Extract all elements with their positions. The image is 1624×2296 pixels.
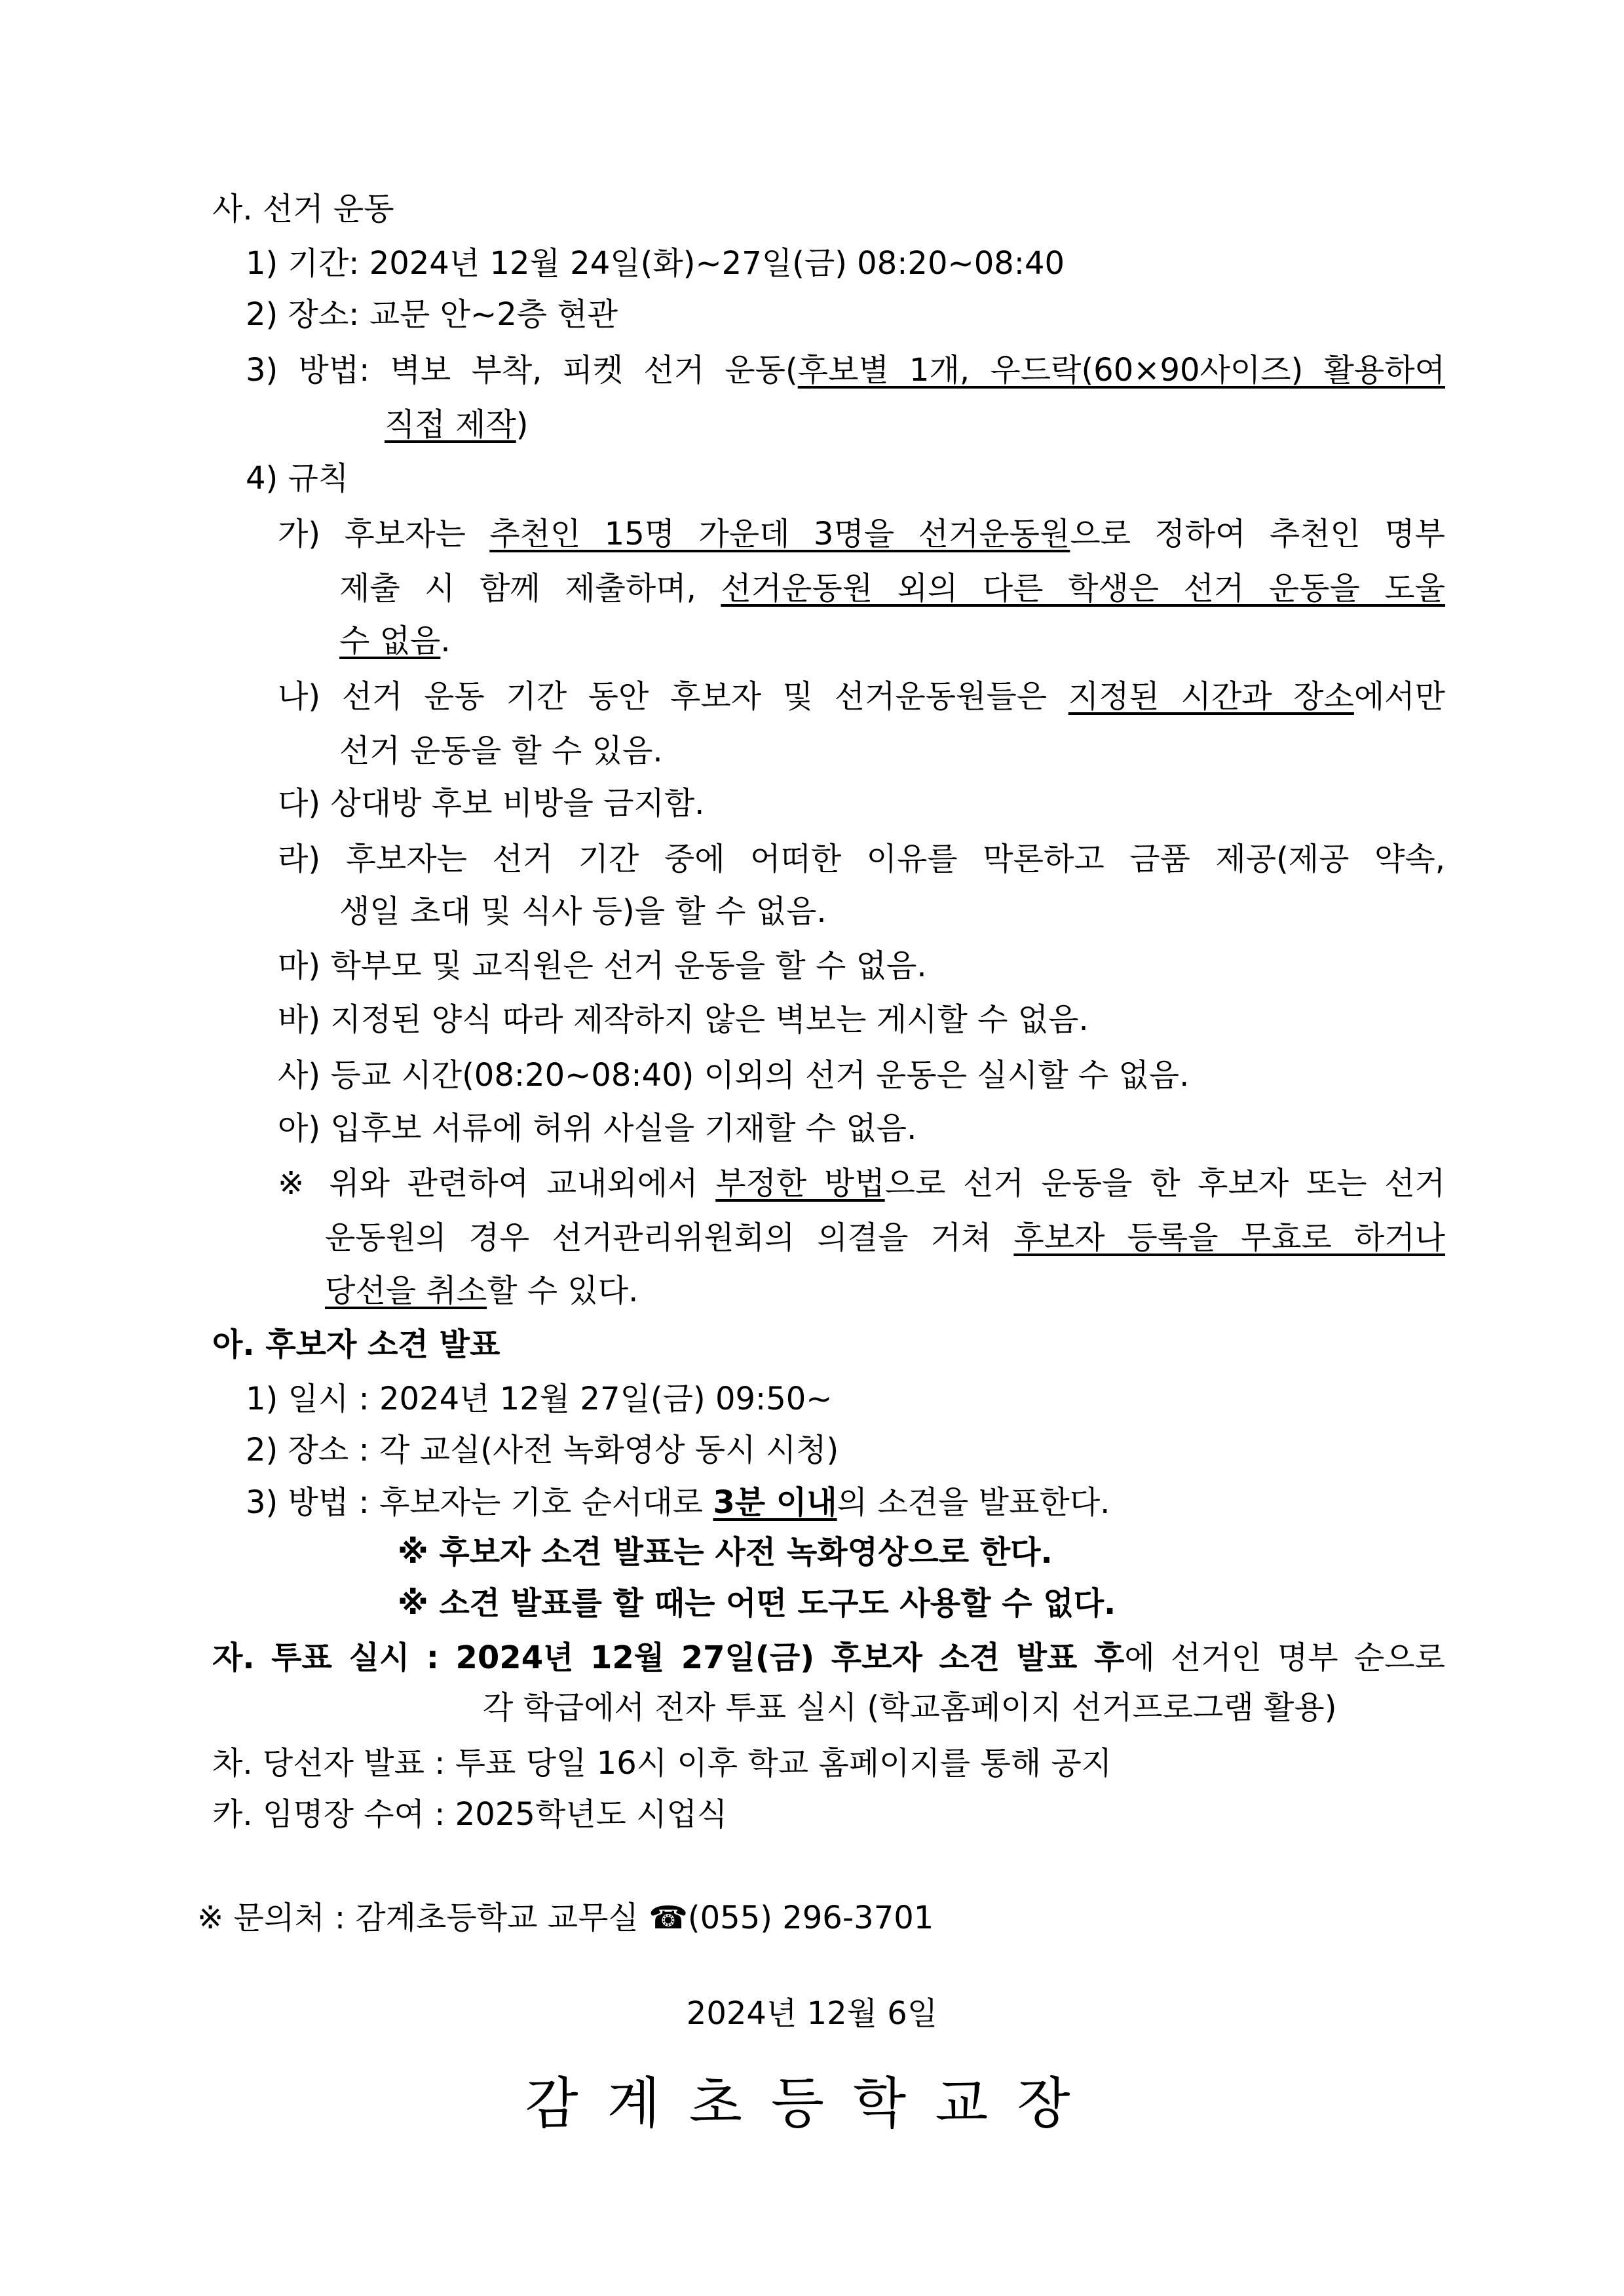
text-segment: 으로 선거 운동을 한 후보자 또는 선거 bbox=[884, 1165, 1445, 1202]
contact-info bbox=[197, 1892, 1445, 1944]
text-segment: 1) 일시 : 2024년 12월 27일(금) 09:50~ bbox=[246, 1381, 833, 1417]
text-segment: 카. 임명장 수여 : 2025학년도 시업식 bbox=[212, 1796, 728, 1833]
text-line bbox=[212, 1318, 1445, 1371]
text-line bbox=[398, 1577, 1445, 1630]
text-line bbox=[483, 1681, 1445, 1734]
text-line bbox=[246, 1476, 1445, 1529]
text-segment: 2) 장소: 교문 안~2층 현관 bbox=[246, 296, 618, 333]
school-principal-signature: 감계초등학교장 bbox=[525, 2071, 1099, 2135]
text-segment: . bbox=[440, 622, 451, 659]
text-segment: 아. 후보자 소견 발표 bbox=[212, 1326, 500, 1363]
text-segment: 바) 지정된 양식 따라 제작하지 않은 벽보는 게시할 수 없음. bbox=[278, 1001, 1089, 1038]
text-segment: 1) 기간: 2024년 12월 24일(화)~27일(금) 08:20~08:40 bbox=[246, 245, 1065, 282]
text-segment: 운동원의 경우 선거관리위원회의 의결을 거쳐 bbox=[325, 1219, 1014, 1256]
text-line bbox=[339, 615, 1445, 667]
underlined-text: 3분 이내 bbox=[713, 1484, 837, 1521]
text-segment: 마) 학부모 및 교직원은 선거 운동을 할 수 없음. bbox=[278, 947, 927, 984]
text-line bbox=[325, 1212, 1445, 1264]
text-line bbox=[339, 885, 1445, 938]
text-segment: ) bbox=[516, 406, 529, 443]
text-segment: 라) 후보자는 선거 기간 중에 어떠한 이유를 막론하고 금품 제공(제공 약속, bbox=[278, 841, 1445, 877]
text-line bbox=[246, 344, 1445, 396]
text-segment: ※ 소견 발표를 할 때는 어떤 도구도 사용할 수 없다. bbox=[398, 1585, 1116, 1622]
text-line bbox=[246, 1373, 1445, 1425]
text-segment: 사. 선거 운동 bbox=[212, 191, 394, 227]
text-line bbox=[339, 725, 1445, 777]
underlined-text: 후보자 등록을 무효로 하거나 bbox=[1013, 1219, 1445, 1256]
text-line bbox=[246, 288, 1445, 341]
text-line bbox=[246, 452, 1445, 505]
text-segment: 3) 방법: 벽보 부착, 피켓 선거 운동( bbox=[246, 352, 798, 389]
underlined-text: 지정된 시간과 장소 bbox=[1068, 678, 1354, 715]
text-line bbox=[246, 1424, 1445, 1476]
text-segment: 선거 운동을 할 수 있음. bbox=[339, 733, 663, 769]
underlined-text: 추천인 15명 가운데 3명을 선거운동원 bbox=[489, 516, 1070, 552]
text-segment: 각 학급에서 전자 투표 실시 (학교홈페이지 선거프로그램 활용) bbox=[483, 1689, 1337, 1726]
text-line bbox=[278, 670, 1445, 723]
text-segment: 2) 장소 : 각 교실(사전 녹화영상 동시 시청) bbox=[246, 1432, 839, 1468]
text-line bbox=[278, 1049, 1445, 1101]
text-segment: ※ 위와 관련하여 교내외에서 bbox=[278, 1165, 716, 1202]
underlined-text: 수 없음 bbox=[339, 622, 441, 659]
text-line bbox=[212, 183, 1445, 235]
underlined-text: 선거운동원 외의 다른 학생은 선거 운동을 도울 bbox=[721, 570, 1445, 607]
text-line bbox=[278, 1102, 1445, 1155]
text-line bbox=[278, 1157, 1445, 1210]
text-segment: 생일 초대 및 식사 등)을 할 수 없음. bbox=[339, 893, 827, 930]
text-segment: 나) 선거 운동 기간 동안 후보자 및 선거운동원들은 bbox=[278, 678, 1068, 715]
text-segment: ※ 후보자 소견 발표는 사전 녹화영상으로 한다. bbox=[398, 1534, 1053, 1571]
text-segment: 으로 정하여 추천인 명부 bbox=[1070, 516, 1445, 552]
text-segment: 2024년 12월 6일 bbox=[686, 1995, 938, 2032]
text-segment: 에 선거인 명부 순으로 bbox=[1124, 1639, 1445, 1676]
text-segment: 아) 입후보 서류에 허위 사실을 기재할 수 없음. bbox=[278, 1110, 917, 1147]
document-date bbox=[0, 1987, 1624, 2040]
text-segment: 3) 방법 : 후보자는 기호 순서대로 bbox=[246, 1484, 713, 1521]
text-segment: 할 수 있다. bbox=[487, 1272, 639, 1309]
text-line bbox=[212, 1632, 1445, 1684]
text-segment: 가) 후보자는 bbox=[278, 516, 490, 552]
text-segment: 에서만 bbox=[1353, 678, 1445, 715]
text-segment: 차. 당선자 발표 : 투표 당일 16시 이후 학교 홈페이지를 통해 공지 bbox=[212, 1745, 1112, 1782]
underlined-text: 후보별 1개, 우드락(60×90사이즈) 활용하여 bbox=[797, 352, 1445, 389]
text-line bbox=[339, 562, 1445, 615]
text-line bbox=[398, 1526, 1445, 1578]
underlined-text: 당선을 취소 bbox=[325, 1272, 487, 1309]
text-segment: 자. 투표 실시 : 2024년 12월 27일(금) 후보자 소견 발표 후 bbox=[212, 1639, 1125, 1676]
text-line bbox=[278, 940, 1445, 992]
text-line bbox=[278, 993, 1445, 1046]
underlined-text: 부정한 방법 bbox=[715, 1165, 885, 1202]
underlined-text: 직접 제작 bbox=[385, 406, 516, 443]
text-segment: 사) 등교 시간(08:20~08:40) 이외의 선거 운동은 실시할 수 없음. bbox=[278, 1057, 1190, 1094]
text-line bbox=[278, 777, 1445, 830]
text-segment: 제출 시 함께 제출하며, bbox=[339, 570, 721, 607]
text-segment: ※ 문의처 : 감계초등학교 교무실 ☎(055) 296-3701 bbox=[197, 1900, 934, 1936]
text-line bbox=[385, 398, 1445, 451]
text-line bbox=[212, 1737, 1445, 1789]
text-segment: 4) 규칙 bbox=[246, 460, 349, 497]
text-line bbox=[212, 1788, 1445, 1841]
text-line bbox=[246, 237, 1445, 290]
text-segment: 다) 상대방 후보 비방을 금지함. bbox=[278, 785, 705, 822]
text-line bbox=[278, 508, 1445, 560]
text-segment: 의 소견을 발표한다. bbox=[837, 1484, 1110, 1521]
text-line bbox=[278, 833, 1445, 885]
text-line bbox=[325, 1265, 1445, 1317]
